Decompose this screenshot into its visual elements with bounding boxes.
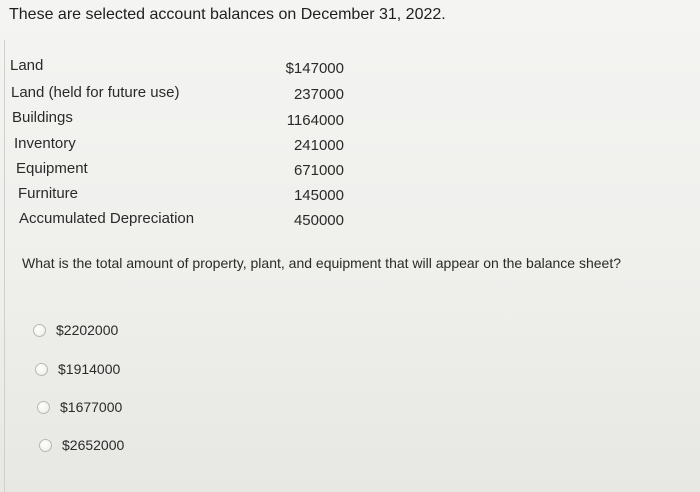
answer-option-label[interactable]: $2652000: [62, 437, 125, 453]
left-border-line: [4, 40, 5, 492]
account-value: $147000: [285, 60, 344, 77]
answer-option-3[interactable]: [37, 397, 122, 417]
radio-button[interactable]: [37, 401, 50, 414]
account-value: 450000: [293, 212, 344, 229]
radio-button[interactable]: [33, 324, 46, 337]
account-label: Buildings: [12, 109, 73, 126]
account-value: 671000: [293, 162, 344, 179]
answer-option-1[interactable]: [33, 320, 118, 340]
account-label: Land: [10, 57, 44, 74]
account-label: Accumulated Depreciation: [19, 210, 195, 227]
account-value: 1164000: [286, 112, 344, 129]
account-label: Inventory: [14, 135, 76, 152]
account-label: Furniture: [18, 185, 79, 202]
answer-option-label[interactable]: $2202000: [56, 322, 119, 338]
answer-option-4[interactable]: [39, 435, 124, 455]
radio-button[interactable]: [39, 439, 52, 452]
account-label: Land (held for future use): [11, 84, 180, 101]
account-value: 241000: [293, 137, 344, 154]
account-value: 237000: [293, 86, 344, 103]
answer-option-2[interactable]: [35, 359, 120, 379]
account-row-inventory-value: [0, 137, 344, 157]
account-row-land-value: [0, 60, 344, 80]
account-row-furniture-value: [0, 187, 344, 207]
account-row-equipment-value: [0, 162, 344, 182]
answer-option-label[interactable]: $1914000: [58, 361, 121, 377]
question-text: What is the total amount of property, plant, and equipment that will appear on the balance sheet?: [22, 255, 622, 271]
question-intro: These are selected account balances on December 31, 2022.: [9, 6, 446, 23]
account-row-land-held-value: [0, 86, 344, 106]
account-label: Equipment: [16, 160, 88, 177]
account-value: 145000: [293, 187, 344, 204]
radio-button[interactable]: [35, 363, 48, 376]
account-row-accumulated-depreciation-value: [0, 212, 344, 232]
answer-option-label[interactable]: $1677000: [60, 399, 123, 415]
account-row-buildings-value: [0, 112, 344, 132]
